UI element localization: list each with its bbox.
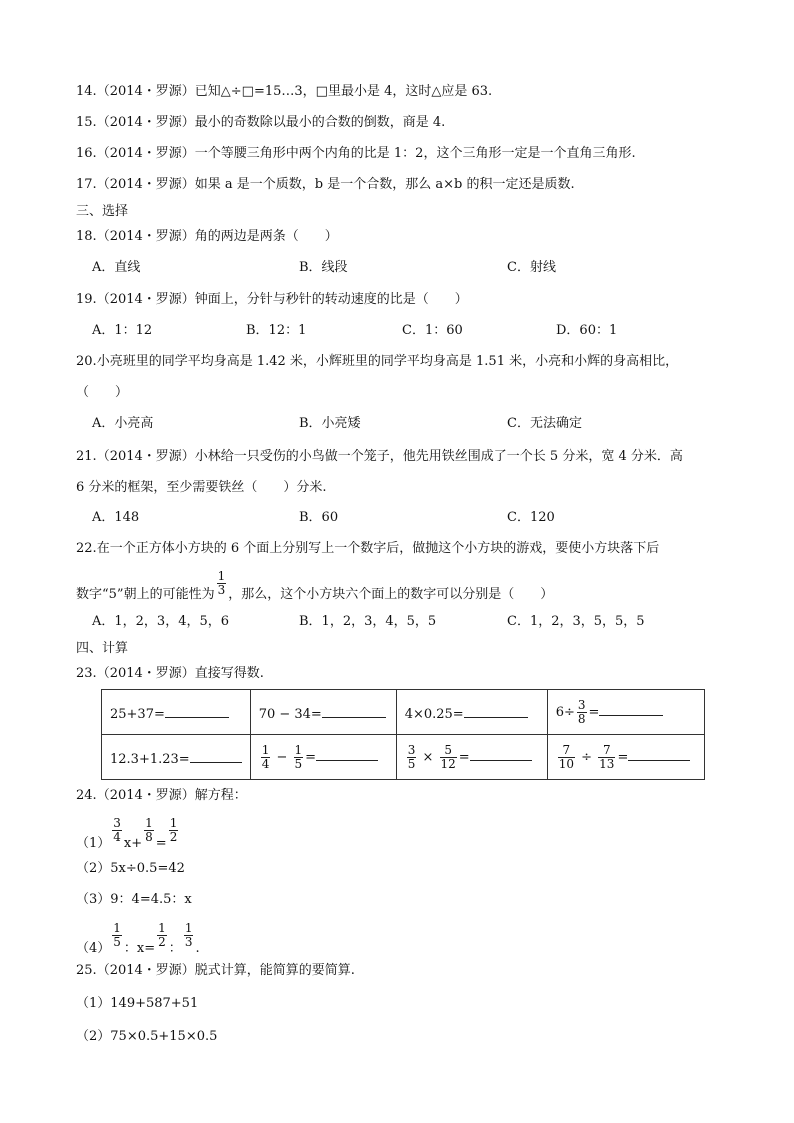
fraction xyxy=(112,817,122,844)
equals-sign: = xyxy=(458,749,470,765)
question-source: （2014・罗源） xyxy=(96,788,195,803)
answer-blank[interactable] xyxy=(628,746,690,761)
expression: 6÷ xyxy=(555,704,575,720)
denominator: 5 xyxy=(113,935,121,949)
numerator: 1 xyxy=(261,742,270,757)
question-number: 14. xyxy=(76,84,97,99)
question-24 xyxy=(76,787,247,805)
question-number: 17. xyxy=(76,177,97,192)
fraction xyxy=(112,922,122,949)
option-d[interactable]: D．60：1 xyxy=(556,323,618,338)
question-number: 21. xyxy=(76,449,97,464)
fraction xyxy=(558,744,575,771)
expression: x+ xyxy=(123,836,143,851)
denominator: 8 xyxy=(145,830,153,844)
fraction xyxy=(294,744,304,771)
equation-2: （2）5x÷0.5=42 xyxy=(76,861,185,876)
fraction xyxy=(157,922,167,949)
question-text: 小林给一只受伤的小鸟做一个笼子，他先用铁丝围成了一个长 5 分米，宽 4 分米．高 xyxy=(194,449,683,464)
option-c[interactable]: C．无法确定 xyxy=(507,416,582,431)
numerator: 1 xyxy=(184,921,193,935)
denominator: 3 xyxy=(217,583,226,597)
question-source: （2014・罗源） xyxy=(96,292,195,307)
table-cell xyxy=(547,735,704,780)
section-heading-calc: 四、计算 xyxy=(76,641,129,656)
question-14 xyxy=(76,83,492,101)
numerator: 7 xyxy=(602,742,611,757)
expression: 12.3+1.23= xyxy=(110,751,190,767)
fraction xyxy=(144,817,154,844)
question-20 xyxy=(76,353,678,371)
question-source: （2014・罗源） xyxy=(96,84,195,99)
equals-sign: = xyxy=(588,704,600,720)
option-b[interactable]: B．60 xyxy=(299,510,339,525)
option-a[interactable]: A．148 xyxy=(92,510,140,525)
answer-blank[interactable] xyxy=(322,703,386,718)
table-cell xyxy=(102,735,251,780)
equation-label: （4） xyxy=(76,941,111,956)
question-text: 如果 a 是一个质数，b 是一个合数，那么 a×b 的积一定还是质数. xyxy=(194,177,575,192)
question-text: 脱式计算，能简算的要简算. xyxy=(194,963,355,978)
numerator: 1 xyxy=(217,569,226,583)
denominator: 8 xyxy=(577,711,586,726)
question-source: （2014・罗源） xyxy=(96,666,195,681)
option-c[interactable]: C．射线 xyxy=(507,260,556,275)
denominator: 2 xyxy=(169,830,178,844)
fraction xyxy=(184,922,194,949)
table-cell xyxy=(250,690,396,735)
question-source: （2014・罗源） xyxy=(96,229,195,244)
question-text: 角的两边是两条（ ） xyxy=(194,229,338,244)
fraction xyxy=(217,570,227,597)
option-a[interactable]: A．直线 xyxy=(92,260,141,275)
question-text: 一个等腰三角形中两个内角的比是 1：2，这个三角形一定是一个直角三角形. xyxy=(194,146,636,161)
question-25 xyxy=(76,962,355,980)
question-21 xyxy=(76,448,683,466)
expression: ：x= xyxy=(123,941,156,956)
question-21-continued: 6 分米的框架，至少需要铁丝（ ）分米. xyxy=(76,480,327,495)
question-number: 15. xyxy=(76,115,97,130)
question-text: 钟面上，分针与秒针的转动速度的比是（ ） xyxy=(194,292,468,307)
calc-1: （1）149+587+51 xyxy=(76,996,199,1011)
question-19 xyxy=(76,291,468,309)
question-text: ，那么，这个小方块六个面上的数字可以分别是（ ） xyxy=(228,587,554,602)
question-23 xyxy=(76,665,264,683)
fraction xyxy=(407,744,417,771)
operator: ÷ xyxy=(581,749,593,765)
table-cell xyxy=(547,690,704,735)
question-22 xyxy=(76,540,659,558)
equals-sign: = xyxy=(305,749,317,765)
expression: 4×0.25= xyxy=(404,706,464,722)
equation-label: （1） xyxy=(76,836,111,851)
denominator: 4 xyxy=(113,830,121,844)
question-20-blank: （ ） xyxy=(76,385,129,400)
option-c[interactable]: C．1，2，3，5，5，5 xyxy=(507,614,645,629)
fraction xyxy=(440,744,457,771)
question-source: （2014・罗源） xyxy=(96,449,195,464)
option-b[interactable]: B．线段 xyxy=(299,260,348,275)
equals-sign: = xyxy=(617,749,629,765)
section-heading-choice: 三、选择 xyxy=(76,204,129,219)
numerator: 7 xyxy=(562,742,571,757)
question-text: 小亮班里的同学平均身高是 1.42 米，小辉班里的同学平均身高是 1.51 米，小亮和小辉的身高相比， xyxy=(96,354,679,369)
question-text: 在一个正方体小方块的 6 个面上分别写上一个数字后，做抛这个小方块的游戏，要使小方块落下后 xyxy=(96,541,660,556)
option-b[interactable]: B．1，2，3，4，5，5 xyxy=(299,614,437,629)
question-16 xyxy=(76,145,636,163)
operator: × xyxy=(422,749,434,765)
calculation-table xyxy=(101,689,705,780)
numerator: 3 xyxy=(113,816,121,830)
numerator: 1 xyxy=(169,816,178,830)
question-number: 23. xyxy=(76,666,97,681)
denominator: 5 xyxy=(294,756,303,771)
question-source: （2014・罗源） xyxy=(96,963,195,978)
fraction xyxy=(598,744,615,771)
question-source: （2014・罗源） xyxy=(96,146,195,161)
question-number: 25. xyxy=(76,963,97,978)
answer-blank[interactable] xyxy=(190,748,242,763)
fraction xyxy=(577,699,587,726)
table-cell xyxy=(102,690,251,735)
option-a[interactable]: A．1，2，3，4，5，6 xyxy=(92,614,230,629)
denominator: 4 xyxy=(261,756,270,771)
numerator: 3 xyxy=(407,742,416,757)
question-text: 解方程： xyxy=(194,788,247,803)
question-18 xyxy=(76,228,338,246)
question-number: 16. xyxy=(76,146,97,161)
option-b[interactable]: B．12：1 xyxy=(246,323,307,338)
equals-sign: = xyxy=(155,836,167,851)
expression: 25+37= xyxy=(110,706,165,722)
calc-2: （2）75×0.5+15×0.5 xyxy=(76,1029,218,1044)
table-cell xyxy=(396,690,547,735)
question-15 xyxy=(76,114,445,132)
table-row xyxy=(102,735,705,780)
question-text: 已知△÷□=15…3，□里最小是 4，这时△应是 63. xyxy=(194,84,493,99)
question-number: 18. xyxy=(76,229,97,244)
numerator: 1 xyxy=(113,921,121,935)
fraction xyxy=(169,817,179,844)
equation-3: （3）9：4=4.5：x xyxy=(76,892,192,907)
denominator: 2 xyxy=(158,935,166,949)
question-number: 24. xyxy=(76,788,97,803)
denominator: 12 xyxy=(440,756,456,771)
numerator: 1 xyxy=(145,816,153,830)
question-text: 最小的奇数除以最小的合数的倒数，商是 4. xyxy=(194,115,446,130)
question-17 xyxy=(76,176,575,194)
expression: ： xyxy=(168,941,182,956)
answer-blank[interactable] xyxy=(470,746,532,761)
table-cell xyxy=(396,735,547,780)
numerator: 1 xyxy=(158,921,166,935)
question-number: 20. xyxy=(76,354,97,369)
equation-1 xyxy=(76,817,180,853)
expression: 70 − 34= xyxy=(258,706,322,722)
numerator: 3 xyxy=(577,697,586,712)
denominator: 10 xyxy=(558,756,574,771)
table-cell xyxy=(250,735,396,780)
option-c[interactable]: C．1：60 xyxy=(402,323,463,338)
answer-blank[interactable] xyxy=(165,703,229,718)
question-number: 19. xyxy=(76,292,97,307)
answer-blank[interactable] xyxy=(464,703,528,718)
question-source: （2014・罗源） xyxy=(96,115,195,130)
numerator: 1 xyxy=(294,742,303,757)
question-22-continued xyxy=(76,570,553,604)
denominator: 5 xyxy=(407,756,416,771)
option-b[interactable]: B．小亮矮 xyxy=(299,416,361,431)
denominator: 13 xyxy=(599,756,615,771)
answer-blank[interactable] xyxy=(599,701,663,716)
option-a[interactable]: A．1：12 xyxy=(92,323,153,338)
option-a[interactable]: A．小亮高 xyxy=(92,416,154,431)
question-text: 数字“5”朝上的可能性为 xyxy=(76,587,215,602)
question-text: 直接写得数. xyxy=(194,666,264,681)
question-source: （2014・罗源） xyxy=(96,177,195,192)
equation-4 xyxy=(76,922,200,958)
question-number: 22. xyxy=(76,541,97,556)
fraction xyxy=(261,744,271,771)
numerator: 5 xyxy=(444,742,452,757)
period: . xyxy=(195,941,200,956)
denominator: 3 xyxy=(184,935,193,949)
table-row xyxy=(102,690,705,735)
answer-blank[interactable] xyxy=(316,746,378,761)
option-c[interactable]: C．120 xyxy=(507,510,555,525)
operator: − xyxy=(276,749,288,765)
